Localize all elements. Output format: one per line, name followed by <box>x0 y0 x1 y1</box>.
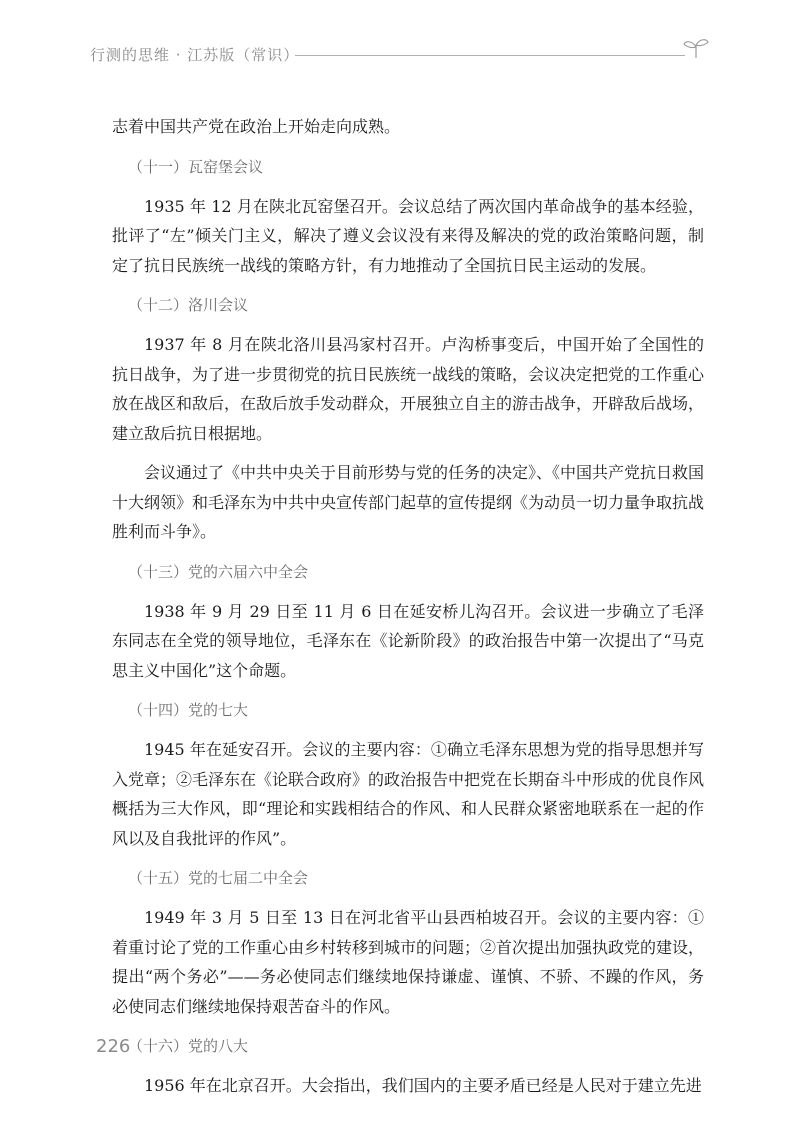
intro-paragraph: 志着中国共产党在政治上开始走向成熟。 <box>112 117 401 136</box>
section-heading: （十六）党的八大 <box>128 1037 249 1055</box>
section-heading: （十三）党的六届六中全会 <box>128 562 309 581</box>
section-11 <box>112 152 704 281</box>
section-16 <box>112 1031 704 1101</box>
running-title: 行测的思维 · 江苏版（常识） <box>90 46 300 64</box>
page-header <box>90 36 720 76</box>
section-heading: （十一）瓦窑堡会议 <box>128 157 264 176</box>
header-rule <box>295 55 685 56</box>
section-paragraph: 1956 年在北京召开。大会指出，我们国内的主要矛盾已经是人民对于建立先进 <box>144 1076 702 1095</box>
section-paragraph: 1935 年 12 月在陕北瓦窑堡召开。会议总结了两次国内革命战争的基本经验，批评了“左”倾关门主义，解决了遵义会议没有来得及解决的党的政治策略问题，制定了抗日民族统一战线的策略方针，有力地推动了全国抗日民主运动的发展。 <box>112 196 704 275</box>
section-paragraph: 会议通过了《中共中央关于目前形势与党的任务的决定》、《中国共产党抗日救国十大纲领》和毛泽东为中共中央宣传部门起草的宣传提纲《为动员一切力量争取抗战胜利而斗争》。 <box>112 463 705 541</box>
section-12 <box>112 290 704 547</box>
section-13 <box>112 557 704 686</box>
section-paragraph: 1949 年 3 月 5 日至 13 日在河北省平山县西柏坡召开。会议的主要内容：①着重讨论了党的工作重心由乡村转移到城市的问题；②首次提出加强执政党的建设，提出“两个务必”——务必使同志们继续地保持谦虚、谨慎、不骄、不躁的作风，务必使同志们继续地保持艰苦奋斗的作风。 <box>112 908 705 1016</box>
section-paragraph: 1938 年 9 月 29 日至 11 月 6 日在延安桥儿沟召开。会议进一步确立了毛泽东同志在全党的领导地位，毛泽东在《论新阶段》的政治报告中第一次提出了“马克思主义中国化”这个命题。 <box>112 601 704 680</box>
section-heading: （十四）党的七大 <box>128 701 249 719</box>
section-15 <box>112 863 704 1021</box>
section-paragraph: 1945 年在延安召开。会议的主要内容：①确立毛泽东思想为党的指导思想并写入党章；②毛泽东在《论联合政府》的政治报告中把党在长期奋斗中形成的优良作风概括为三大作风，即“理论和实践相结合的作风、和人民群众紧密地联系在一起的作风以及自我批评的作风”。 <box>112 740 705 848</box>
section-heading: （十五）党的七届二中全会 <box>128 869 309 887</box>
page-number: 226 <box>96 1036 131 1057</box>
section-14 <box>112 695 704 853</box>
section-paragraph: 1937 年 8 月在陕北洛川县冯家村召开。卢沟桥事变后，中国开始了全国性的抗日战争，为了进一步贯彻党的抗日民族统一战线的策略，会议决定把党的工作重心放在战区和敌后，在敌后放手发动群众，开展独立自主的游击战争，开辟敌后战场，建立敌后抗日根据地。 <box>112 335 705 443</box>
section-heading: （十二）洛川会议 <box>128 296 249 314</box>
sprout-icon <box>682 36 710 60</box>
page-content <box>112 112 704 1111</box>
